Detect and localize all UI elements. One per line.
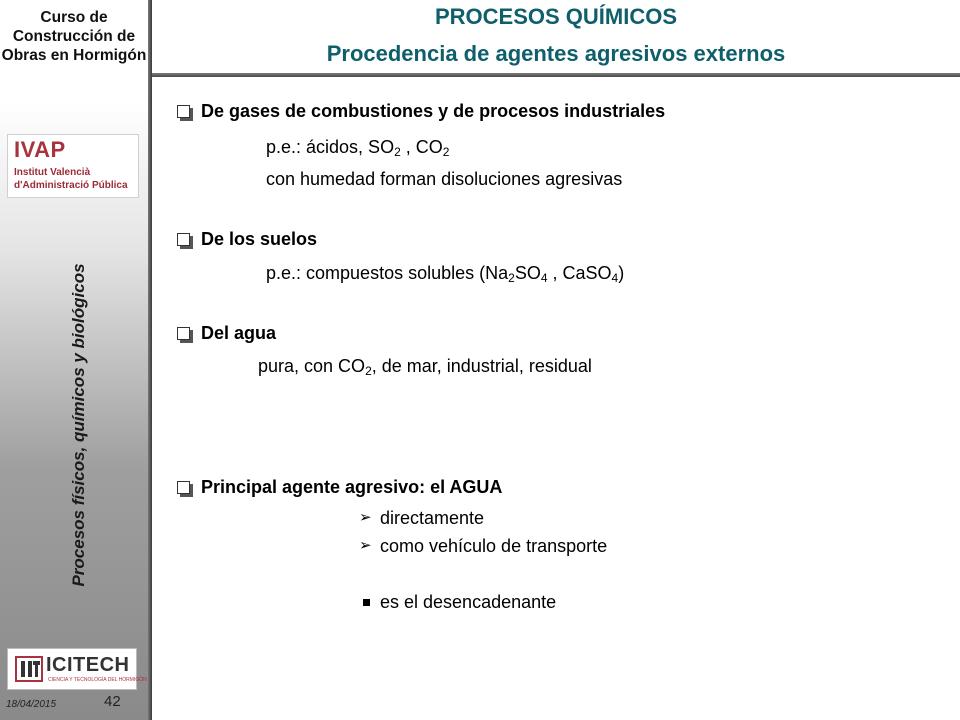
vertical-section-title: Procesos físicos, químicos y biológicos: [69, 263, 88, 587]
page-subtitle: Procedencia de agentes agresivos externos: [326, 41, 786, 66]
suelos-mid2: , CaSO: [547, 263, 612, 283]
ivap-logo-acronym: IVAP: [14, 137, 66, 162]
icitech-logo-name: ICITECH: [46, 654, 130, 676]
checkbox-bullet-icon: [177, 233, 190, 246]
arrow-bullet-icon: ➢: [359, 537, 372, 554]
course-title: Curso de Construcción de Obras en Hormigón: [1, 9, 147, 64]
checkbox-bullet-icon: [177, 105, 190, 118]
agua-detail-suffix: , de mar, industrial, residual: [371, 356, 592, 376]
principal-arrow-item: como vehículo de transporte: [380, 536, 608, 556]
page-title: PROCESOS QUÍMICOS: [434, 4, 678, 29]
ivap-logo-line2: d'Administració Pública: [14, 180, 128, 191]
gases-example-prefix: p.e.: ácidos, SO: [266, 137, 395, 157]
suelos-example: [266, 263, 624, 284]
bullet-heading-suelos: De los suelos: [201, 229, 318, 249]
slide-number: 42: [104, 693, 121, 710]
suelos-sub2: 4: [540, 271, 548, 285]
suelos-mid1: SO: [514, 263, 541, 283]
gases-example-sub2: 2: [442, 145, 450, 159]
gases-example-sep: , CO: [400, 137, 443, 157]
gases-detail: con humedad forman disoluciones agresivas: [266, 169, 623, 189]
arrow-bullet-icon: ➢: [359, 509, 372, 526]
vertical-title-container: [61, 210, 97, 640]
sidebar-divider: [148, 0, 152, 720]
icitech-logo-mark-icon: [14, 655, 44, 683]
gases-example-sub1: 2: [394, 145, 401, 159]
bullet-heading-principal: Principal agente agresivo: el AGUA: [201, 477, 503, 497]
checkbox-bullet-icon: [177, 327, 190, 340]
suelos-sub3: 4: [611, 271, 619, 285]
suelos-example-prefix: p.e.: compuestos solubles (Na: [266, 263, 509, 283]
checkbox-bullet-icon: [177, 481, 190, 494]
gases-example: [266, 137, 449, 158]
agua-detail-prefix: pura, con CO: [258, 356, 366, 376]
agua-detail-sub: 2: [365, 364, 372, 378]
bullet-heading-gases: De gases de combustiones y de procesos industriales: [201, 101, 666, 121]
icitech-logo-tagline: CIENCIA Y TECNOLOGÍA DEL HORMIGÓN: [48, 677, 147, 683]
principal-arrow-item: directamente: [380, 508, 485, 528]
suelos-suffix: ): [618, 263, 625, 283]
suelos-sub1: 2: [508, 271, 515, 285]
agua-detail: [258, 356, 592, 377]
icitech-logo: [7, 648, 147, 690]
bullet-heading-agua: Del agua: [201, 323, 277, 343]
header-divider: [152, 73, 960, 77]
ivap-logo-line1: Institut Valencià: [14, 167, 91, 178]
principal-square-item: es el desencadenante: [380, 592, 557, 612]
slide-date: 18/04/2015: [6, 699, 57, 710]
square-bullet-icon: [363, 599, 370, 606]
ivap-logo: [7, 134, 139, 198]
